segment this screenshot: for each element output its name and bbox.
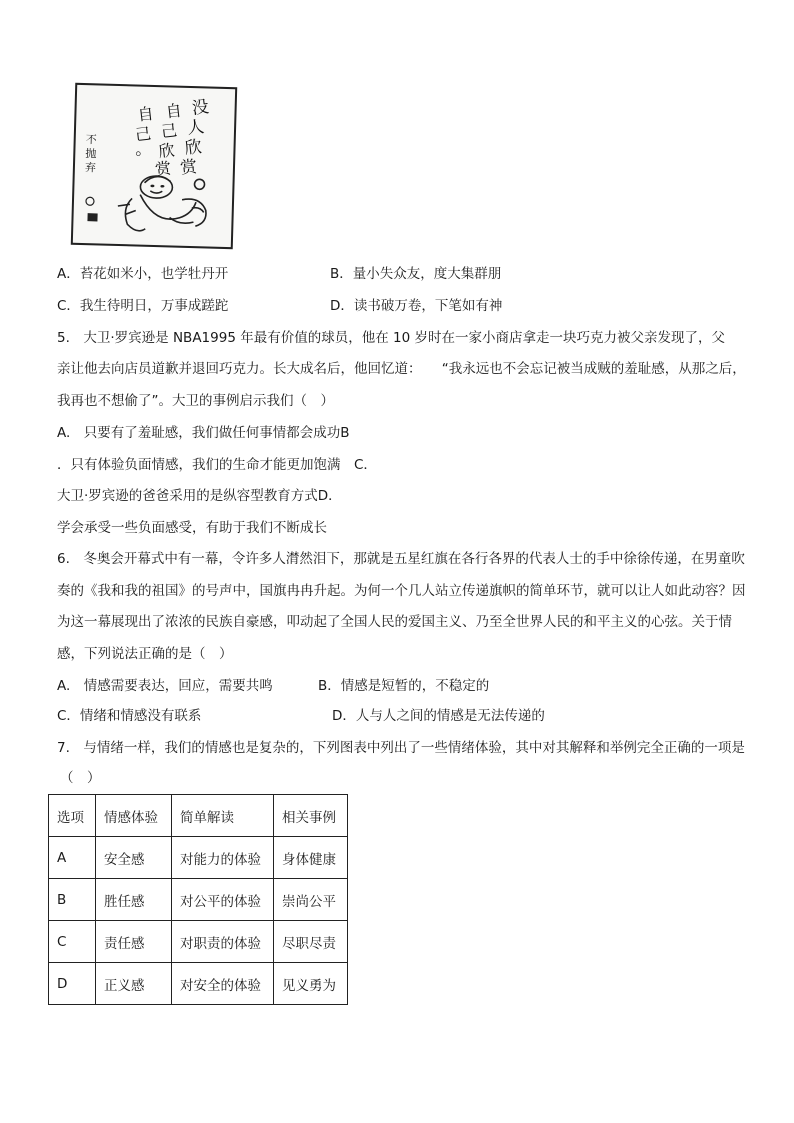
q6-stem-line2: 奏的《我和我的祖国》的号声中，国旗冉冉升起。为何一个几人站立传递旗帜的简单环节，就可以让人如此动容？因 [57,583,746,599]
table-cell: 见义勇为 [274,963,348,1005]
side-text-1: 不 [85,133,97,147]
q5-stem-line1: 5. 大卫·罗宾逊是 NBA1995 年最有价值的球员，他在 10 岁时在一家小商店拿走一块巧克力被父亲发现了，父 [57,330,725,346]
q5-option-line3: 大卫·罗宾逊的爸爸采用的是纵容型教育方式D． [57,488,342,504]
table-cell: 对安全的体验 [172,963,274,1005]
brush-text-col1b: 人 [186,117,206,139]
q7-stem-line2: （ ） [60,770,101,786]
q6-option-c: C．情绪和情感没有联系 [57,708,202,724]
q5-option-line1: A. 只要有了羞耻感，我们做任何事情都会成功B [57,425,350,441]
table-cell: 对公平的体验 [172,879,274,921]
q5-stem-line3: 我再也不想偷了”。大卫的事例启示我们（ ） [57,393,334,409]
table-cell: 对职责的体验 [172,921,274,963]
table-cell: 胜任感 [96,879,172,921]
table-cell: B [49,879,96,921]
table-cell: 身体健康 [274,837,348,879]
table-cell: A [49,837,96,879]
q4-option-b: B．量小失众友，度大集群朋 [330,266,502,282]
brush-text-col3b: 己 [134,123,153,145]
q5-option-line2: ．只有体验负面情感，我们的生命才能更加饱满 C． [57,457,377,473]
q6-option-b: B．情感是短暂的，不稳定的 [318,678,490,694]
q7-stem-line1: 7. 与情绪一样，我们的情感也是复杂的，下列图表中列出了一些情绪体验，其中对其解释和举例完全正确的一项是 [57,740,745,756]
table-row [49,921,348,963]
table-cell: D [49,963,96,1005]
table-cell: 崇尚公平 [274,879,348,921]
table-row [49,879,348,921]
brush-text-col2: 自 [164,100,183,122]
table-cell: C [49,921,96,963]
cartoon-image [71,83,237,249]
brush-text-col2c: 欣 [157,140,176,162]
table-header-row [49,795,348,837]
table-header-cell: 选项 [49,795,96,837]
cartoon-person-icon [73,85,235,247]
q4-option-d: D．读书破万卷，下笔如有神 [330,298,503,314]
table-cell: 责任感 [96,921,172,963]
side-text-2: 抛 [85,147,97,161]
table-row [49,837,348,879]
q6-option-a: A. 情感需要表达，回应，需要共鸣 [57,678,273,694]
q5-option-line4: 学会承受一些负面感受，有助于我们不断成长 [57,520,327,536]
q5-stem-line2: 亲让他去向店员道歉并退回巧克力。长大成名后，他回忆道： “我永远也不会忘记被当成贼的羞耻感，从那之后， [57,361,746,377]
q4-option-a: A．苔花如米小，也学牡丹开 [57,266,229,282]
table-header-cell: 相关事例 [274,795,348,837]
table-cell: 安全感 [96,837,172,879]
q6-option-d: D．人与人之间的情感是无法传递的 [332,708,545,724]
brush-text-col1d: 赏 [179,156,199,179]
brush-text-col2d: 赏 [154,158,173,180]
table-header-cell: 简单解读 [172,795,274,837]
brush-text-col2b: 己 [160,120,179,142]
table-cell: 尽职尽责 [274,921,348,963]
q4-option-c: C．我生待明日，万事成蹉跎 [57,298,229,314]
brush-text-col3: 自 [136,103,155,125]
side-text-3: 弃 [84,161,97,175]
q7-options-table [48,794,348,1005]
q6-stem-line4: 感，下列说法正确的是（ ） [57,646,233,662]
brush-text-col3c: 。 [135,139,152,159]
table-header-cell: 情感体验 [96,795,172,837]
brush-text-col1c: 欣 [183,137,203,159]
table-cell: 正义感 [96,963,172,1005]
q6-stem-line3: 为这一幕展现出了浓浓的民族自豪感，叩动起了全国人民的爱国主义、乃至全世界人民的和平主义的心弦。关于情 [57,614,732,630]
brush-text-col1: 没 [190,97,210,120]
table-row [49,963,348,1005]
table-cell: 对能力的体验 [172,837,274,879]
q6-stem-line1: 6. 冬奥会开幕式中有一幕，令许多人潸然泪下，那就是五星红旗在各行各界的代表人士的手中徐徐传递，在男童吹 [57,551,745,567]
